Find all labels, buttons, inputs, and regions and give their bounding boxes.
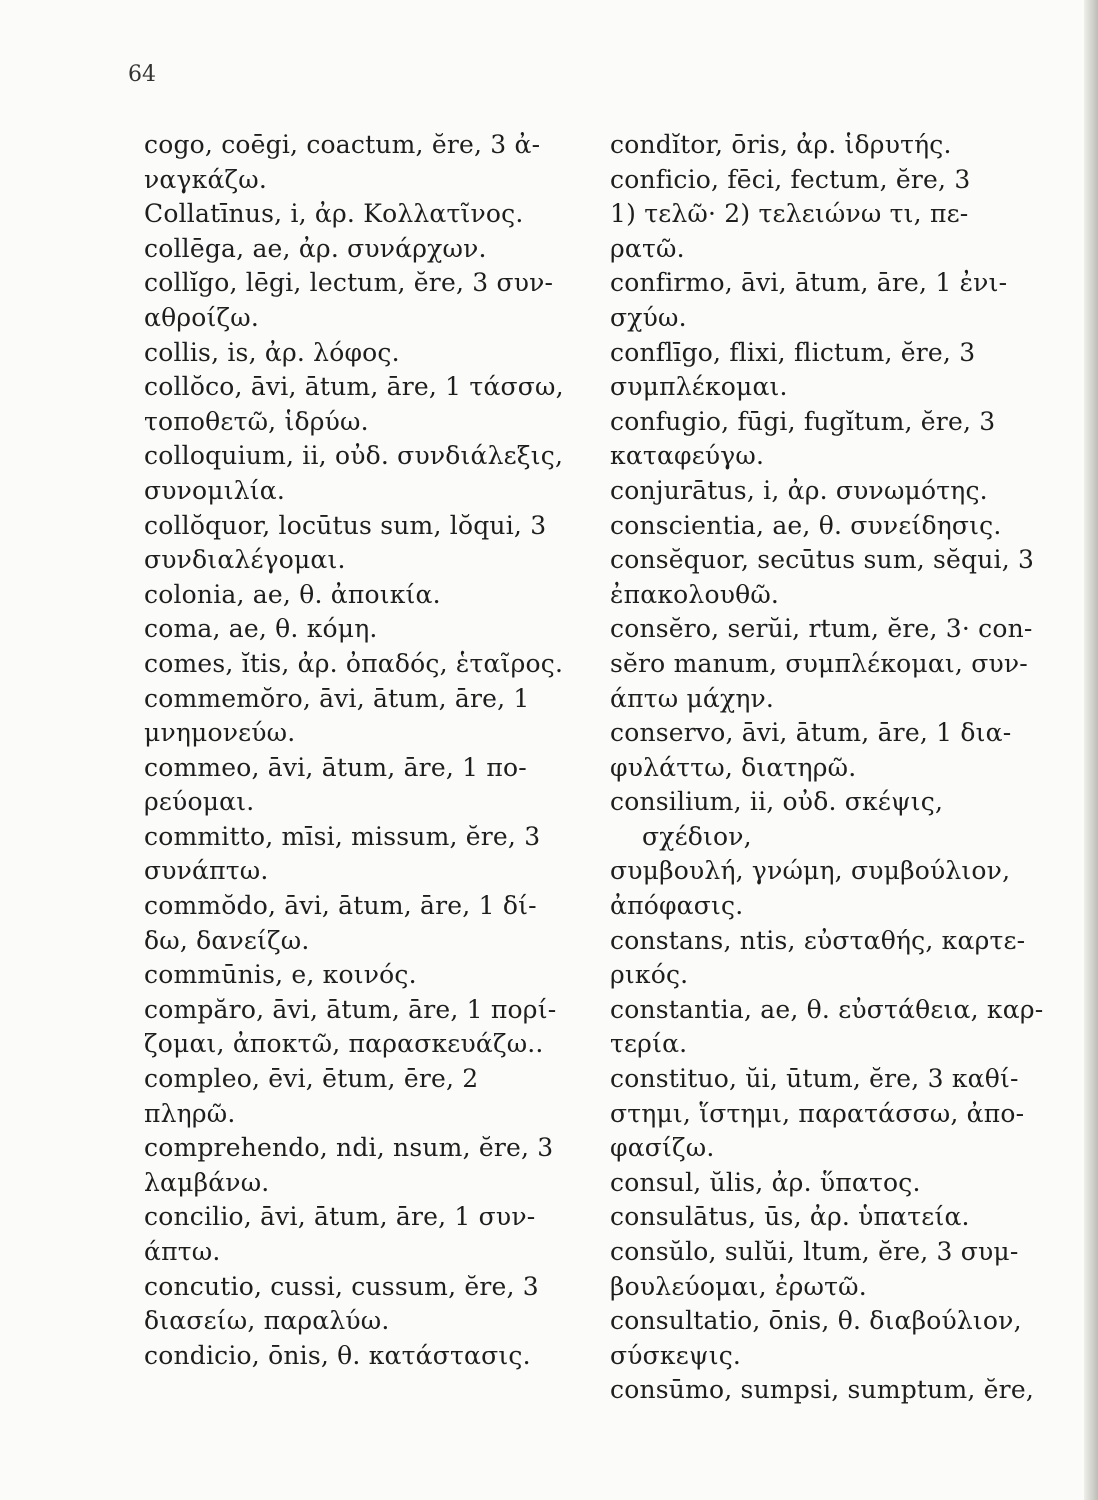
text-line: colonia, ae, θ. ἀποικία. (144, 579, 441, 609)
text-line: στημι, ἵστημι, παρατάσσω, ἀπο- (610, 1098, 1025, 1128)
text-line: conflīgo, flixi, flictum, ĕre, 3 (610, 337, 976, 367)
text-line: ρατῶ. (610, 233, 685, 263)
text-line: confugio, fūgi, fugĭtum, ĕre, 3 (610, 406, 996, 436)
text-line: compăro, āvi, ātum, āre, 1 πορί- (144, 994, 557, 1024)
text-line: ναγκάζω. (144, 164, 268, 194)
text-line: conservo, āvi, ātum, āre, 1 δια- (610, 718, 1012, 748)
text-line: διασείω, παραλύω. (144, 1306, 390, 1336)
page-edge (1084, 0, 1098, 1500)
text-line: συνάπτω. (144, 856, 269, 886)
text-line: consultatio, ōnis, θ. διαβούλιον, (610, 1306, 1022, 1336)
text-line: commemŏro, āvi, ātum, āre, 1 (144, 683, 530, 713)
text-line: συμβουλή, γνώμη, συμβούλιον, (610, 856, 1011, 886)
text-line: cogo, coēgi, coactum, ĕre, 3 ἀ- (144, 130, 541, 159)
text-line: consul, ŭlis, ἀρ. ὕπατος. (610, 1167, 921, 1197)
text-line: Collatīnus, i, ἀρ. Κολλατῖνος. (144, 199, 524, 229)
text-line: φυλάττω, διατηρῶ. (610, 752, 857, 782)
text-line: sĕro manum, συμπλέκομαι, συν- (610, 648, 1028, 678)
text-line: σχύω. (610, 302, 687, 332)
text-line: άπτω μάχην. (610, 683, 775, 713)
text-line: ἐπακολουθῶ. (610, 579, 780, 609)
text-line: βουλεύομαι, ἐρωτῶ. (610, 1271, 867, 1301)
text-line: πληρῶ. (144, 1098, 236, 1128)
text-line: condicio, ōnis, θ. κατάστασις. (144, 1340, 531, 1370)
text-line: ρεύομαι. (144, 787, 255, 817)
left-column (144, 128, 594, 1373)
text-line: 1) τελῶ· 2) τελειώνω τι, πε- (610, 199, 969, 229)
text-line: συμπλέκομαι. (610, 372, 788, 402)
text-line: commūnis, e, κοινός. (144, 960, 417, 990)
text-line: confirmo, āvi, ātum, āre, 1 ἐνι- (610, 268, 1008, 298)
text-line: colloquium, ii, οὐδ. συνδιάλεξις, (144, 441, 564, 471)
text-line: καταφεύγω. (610, 441, 765, 471)
text-line: compleo, ēvi, ētum, ēre, 2 (144, 1064, 479, 1094)
text-line: committo, mīsi, missum, ĕre, 3 (144, 821, 541, 851)
text-line: consulātus, ūs, ἀρ. ὑπατεία. (610, 1202, 970, 1232)
text-line: ρικός. (610, 960, 689, 990)
text-line: συνδιαλέγομαι. (144, 545, 346, 575)
text-line: μνημονεύω. (144, 718, 296, 748)
text-line: τοποθετῶ, ἱδρύω. (144, 406, 369, 436)
text-line: consūmo, sumpsi, sumptum, ĕre, (610, 1375, 1034, 1405)
text-line: conscientia, ae, θ. συνείδησις. (610, 510, 1002, 540)
text-line: consŭlo, sulŭi, ltum, ĕre, 3 συμ- (610, 1237, 1019, 1266)
text-line: τερία. (610, 1029, 688, 1059)
text-line: συνομιλία. (144, 475, 286, 505)
text-line: constituo, ŭi, ūtum, ĕre, 3 καθί- (610, 1064, 1019, 1094)
text-line: λαμβάνω. (144, 1167, 270, 1197)
text-line: commŏdo, āvi, ātum, āre, 1 δί- (144, 891, 537, 921)
text-line: coma, ae, θ. κόμη. (144, 614, 378, 644)
text-line: comes, ĭtis, ἀρ. ὀπαδός, ἑταῖρος. (144, 648, 564, 678)
text-line: consĕro, serŭi, rtum, ĕre, 3· con- (610, 614, 1033, 644)
text-line: σύσκεψις. (610, 1340, 742, 1370)
text-line: condĭtor, ōris, ἀρ. ἱδρυτής. (610, 130, 952, 159)
text-line: collĭgo, lēgi, lectum, ĕre, 3 συν- (144, 268, 554, 298)
text-line: collēga, ae, ἀρ. συνάρχων. (144, 233, 487, 263)
text-line: conficio, fēci, fectum, ĕre, 3 (610, 164, 971, 194)
text-line: constans, ntis, εὐσταθής, καρτε- (610, 925, 1026, 955)
text-line: φασίζω. (610, 1133, 715, 1163)
text-line: ἀπόφασις. (610, 891, 744, 921)
right-column (610, 128, 1050, 1408)
text-line: consilium, ii, οὐδ. σκέψις, σχέδιον, (610, 787, 944, 851)
text-line: αθροίζω. (144, 302, 259, 332)
text-line: comprehendo, ndi, nsum, ĕre, 3 (144, 1133, 554, 1163)
text-line: δω, δανείζω. (144, 925, 310, 955)
text-line: collŏquor, locūtus sum, lŏqui, 3 (144, 510, 547, 540)
text-line: concutio, cussi, cussum, ĕre, 3 (144, 1271, 539, 1301)
text-line: constantia, ae, θ. εὐστάθεια, καρ- (610, 994, 1044, 1024)
page-number: 64 (128, 62, 156, 87)
text-line: collŏco, āvi, ātum, āre, 1 τάσσω, (144, 372, 564, 402)
text-line: consĕquor, secūtus sum, sĕqui, 3 (610, 545, 1035, 575)
text-line: collis, is, ἀρ. λόφος. (144, 337, 400, 367)
text-line: commeo, āvi, ātum, āre, 1 πο- (144, 752, 527, 782)
text-line: άπτω. (144, 1237, 221, 1266)
text-line: conjurātus, i, ἀρ. συνωμότης. (610, 475, 988, 505)
text-line: concilio, āvi, ātum, āre, 1 συν- (144, 1202, 536, 1232)
text-line: ζομαι, ἀποκτῶ, παρασκευάζω.. (144, 1029, 544, 1059)
